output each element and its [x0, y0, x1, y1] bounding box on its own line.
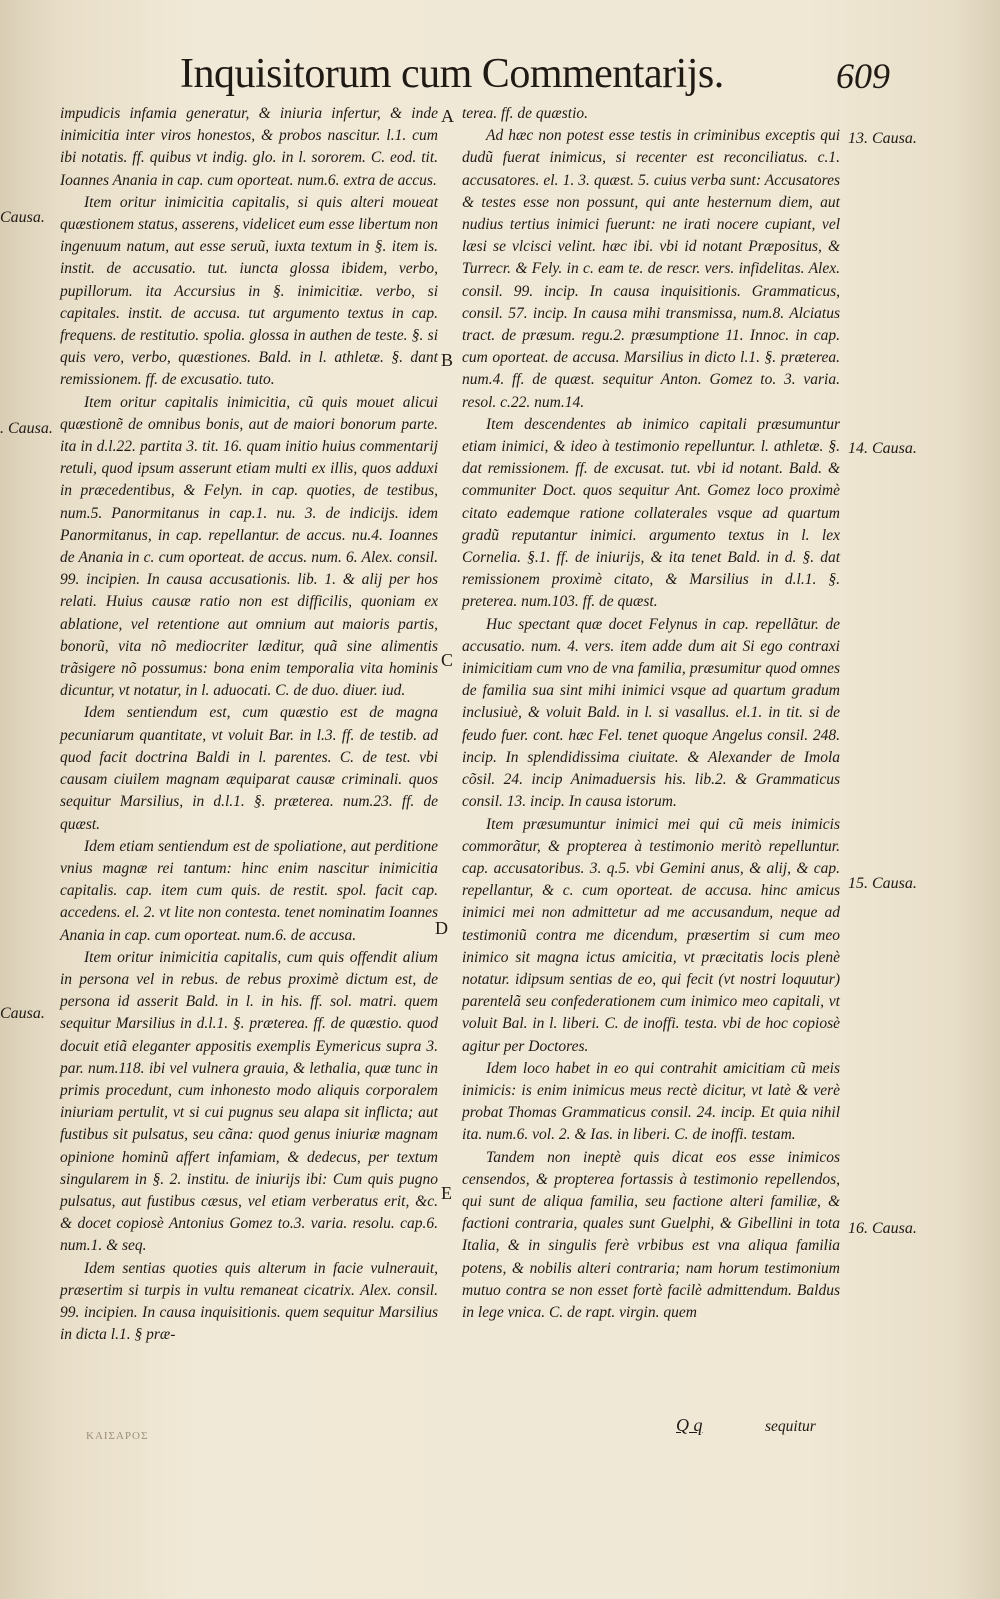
section-letter-a: A	[441, 106, 454, 126]
paragraph: Idem loco habet in eo qui contrahit amicitiam cũ meis inimicis: is enim inimicus meus rectè dicitur, vt latè & verè probat Thomas Grammaticus consil. 24. incip. Et quia nihil ita. num.6. vol. 2. & Ias. in liberi. C. de inoffi. testam.	[462, 1059, 840, 1144]
library-stamp: ΚΑΙΣΑΡΟΣ	[86, 1430, 149, 1442]
margin-note-right: 16. Causa.	[848, 1220, 917, 1237]
paragraph: Item oritur capitalis inimicitia, cũ quis mouet alicui quæstionẽ de omnibus bonis, aut de maiori bonorum parte. ita in d.l.22. partita 3. tit. 16. quam initio huius commentarij retuli, quod ipsum asserunt etiam multi ex illis, quos adduxi in præcedentibus, & Felyn. in cap. quoties, de testibus, num.5. Panormitanus in cap.1. nu. 3. de indicijs. idem Panormitanus, in cap. repellantur. de accus. nu.4. Ioannes de Anania in c. cum oporteat. de accus. num. 6. Alex. consil. 99. incipien. In causa accusationis. lib. 1. & alij per hos relati. Huius causæ ratio non est difficilis, quoniam ex ablatione, vel retentione aut omnium aut maioris partis, bonorũ, vita nõ mediocriter læditur, quã sine alimentis trãsigere nõ possumus: bona enim temporalia vita hominis dicuntur, vt notatur, in l. aduocati. C. de duo. diuer. iud.	[60, 393, 438, 700]
right-column	[462, 103, 840, 1324]
section-letter-d: D	[435, 918, 448, 938]
paragraph: Idem sentias quoties quis alterum in facie vulnerauit, præsertim si turpis in vultu remaneat cicatrix. Alex. consil. 99. incipien. In causa inquisitionis. quem sequitur Marsilius in dicta l.1. § præ-	[60, 1259, 438, 1344]
paragraph: Item præsumuntur inimici mei qui cũ meis inimicis commorãtur, & propterea à testimonio meritò repelluntur. cap. accusatoribus. 3. q.5. vbi Gemini anus, & alij, & cap. repellantur, & c. cum oporteat. de accusa. hinc amicus inimici mei non admittetur ad me accusandum, neque ad testimoniũ contra me dicendum, præsertim si cum meo inimico sit magna ictus amicitia, vt præcitatis locis plenè notatur. idipsum sentias de eo, qui fecit (vt nostri loquutur) parentelã seu confederationem cum inimico meo capitali, vt voluit Bal. in l. liberi. C. de inoffi. testa. vbi de hoc copiosè agitur per Doctores.	[462, 815, 840, 1055]
paragraph: terea. ff. de quæstio.	[462, 105, 588, 122]
running-header	[180, 50, 890, 100]
section-letter-e: E	[441, 1183, 452, 1203]
paragraph: Idem etiam sentiendum est de spoliatione, aut perditione vnius magnæ rei tantum: hinc enim nascitur inimicitia capitalis. cap. item cum quis. de restit. spol. facit cap. accedens. el. 2. vt lite non contesta. tenet nominatim Ioannes Anania in cap. cum oporteat. num.6. de accusa.	[60, 837, 438, 944]
margin-note-right: 14. Causa.	[848, 440, 917, 457]
margin-note-right: 15. Causa.	[848, 875, 917, 892]
section-letter-c: C	[441, 650, 454, 670]
margin-note-right: 13. Causa.	[848, 130, 917, 147]
paragraph: Item oritur inimicitia capitalis, cum quis offendit alium in persona vel in rebus. de rebus proximè dictum est, de persona id asserit Bald. in l. in his. ff. sol. matri. quem sequitur Marsilius in d.l.1. §. præterea. ff. de quæstio. quod docuit etiã eleganter appositis exemplis Eymericus supra 3. par. num.118. ibi vel vulnera grauia, & lethalia, quæ tunc in primis procedunt, cum inhonesto modo aliquis corporalem iniuriam pertulit, vt si cui pugnus seu alapa sit inflicta; aut fustibus sit pulsatus, seu cãna: quod genus iniuriæ magnam opinione hominũ affert infamiam, & dedecus, per textum singularem in §. 2. institu. de iniurijs ibi: Cum quis pugno pulsatus, aut fustibus cæsus, vel etiam verberatus erit, &c. & docet copiosè Antonius Gomez to.3. varia. resolu. cap.6. num.1. & seq.	[60, 948, 438, 1255]
left-column	[60, 103, 438, 1346]
margin-note-left: Causa.	[0, 1005, 45, 1022]
margin-note-left: . Causa.	[0, 420, 53, 437]
folio-number: 609	[836, 56, 890, 96]
margin-note-left: Causa.	[0, 209, 45, 226]
paragraph: Ad hæc non potest esse testis in criminibus exceptis qui dudũ fuerat inimicus, si recenter est reconciliatus. c.1. accusatores. el. 1. 3. quæst. 5. cuius verba sunt: Accusatores & testes esse non possunt, qui ante hesternum diem, aut nudius tertius inimici fuerunt: ne irati nocere cupiant, vel læsi se vlcisci velint. hæc ibi. vbi id notant Præpositus, & Turrecr. & Fely. in c. eam te. de rescr. vers. infidelitas. Alex. consil. 99. incip. In causa inquisitionis. Grammaticus, consil. 57. incip. In causa mihi transmissa, num.8. Alciatus tract. de præsum. regu.2. præsumptione 11. Innoc. in cap. cum oporteat. de accusa. Marsilius in dicto l.1. §. præterea. num.4. ff. de quæst. sequitur Anton. Gomez to. 3. varia. resol. c.22. num.14.	[462, 127, 840, 411]
paragraph: Item oritur inimicitia capitalis, si quis alteri moueat quæstionem status, asserens, videlicet eum esse libertum non ingenuum natum, aut esse seruũ, iuxta textum in §. item is. instit. de accusatio. tut. iuncta glossa ibidem, verbo, pupillorum. ita Accursius in §. inimicitiæ. verbo, si capitales. instit. de accusa. tut argumento textus in cap. frequens. de restitutio. spolia. glossa in authen de teste. §. si quis vero, verbo, quæstiones. Bald. in l. athletæ. §. dant remissionem. ff. de excusatio. tuto.	[60, 193, 438, 389]
paragraph: Idem sentiendum est, cum quæstio est de magna pecuniarum quantitate, vt voluit Bar. in l.3. ff. de testib. ad quod facit doctrina Baldi in l. parentes. C. de test. vbi causam ciuilem magnam æquiparat causæ criminali. quos sequitur Marsilius, in d.l.1. §. præterea. num.23. ff. de quæst.	[60, 704, 438, 833]
paragraph: Tandem non ineptè quis dicat eos esse inimicos censendos, & propterea fortassis à testimonio repellendos, qui sunt de aliqua familia, seu factione alteri familiæ, & factioni contraria, quales sunt Guelphi, & Gibellini in tota Italia, & in singulis ferè vrbibus est vna aliqua familia potens, & nobilis alteri contraria; nam horum testimonium mutuo contra se non esset fortè facilè admittendum. Baldus in lege vnica. C. de rapt. virgin. quem	[462, 1148, 840, 1321]
header-title: Inquisitorum cum Commentarijs.	[180, 51, 724, 97]
catchword: sequitur	[765, 1418, 816, 1435]
paragraph: Huc spectant quæ docet Felynus in cap. repellãtur. de accusatio. num. 4. vers. item adde dum ait Si ego contraxi inimicitiam cum vno de vna familia, præsumitur quod omnes de familia sua sint mihi inimici vsque ad quartum gradum inclusiuè, & voluit Bald. in l. si vasallus. el.1. in tit. si de feudo fuer. cont. hæc Fel. tenet quoque Angelus consil. 248. incip. In splendidissima ciuitate. & Alexander de Imola cõsil. 24. incip Animaduersis his. lib.2. & Grammaticus consil. 13. incip. In causa istorum.	[462, 615, 840, 811]
paragraph: Item descendentes ab inimico capitali præsumuntur etiam inimici, & ideo à testimonio repelluntur. l. athletæ. §. dat remissionem. ff. de excusat. tut. vbi id notant. Bald. & communiter Doct. quos sequitur Ant. Gomez loco proximè citato eademque ratione collaterales vsque ad quartum gradũ reputantur inimici. argumento textus in l. lex Cornelia. §.1. ff. de iniurijs, & ita tenet Bald. in d. §. dat remissionem proximè citato, & Marsilius in d.l.1. §. preterea. num.103. ff. de quæst.	[462, 415, 840, 611]
section-letter-b: B	[441, 350, 454, 370]
page-fold-shadow	[955, 0, 1000, 1599]
signature-mark: Q q	[676, 1415, 703, 1435]
paragraph: impudicis infamia generatur, & iniuria infertur, & inde inimicitia inter viros honestos, & probos nascitur. l.1. cum ibi notatis. ff. quibus vt indig. glo. in l. sororem. C. eod. tit. Ioannes Anania in cap. cum oporteat. num.6. extra de accus.	[60, 105, 438, 189]
